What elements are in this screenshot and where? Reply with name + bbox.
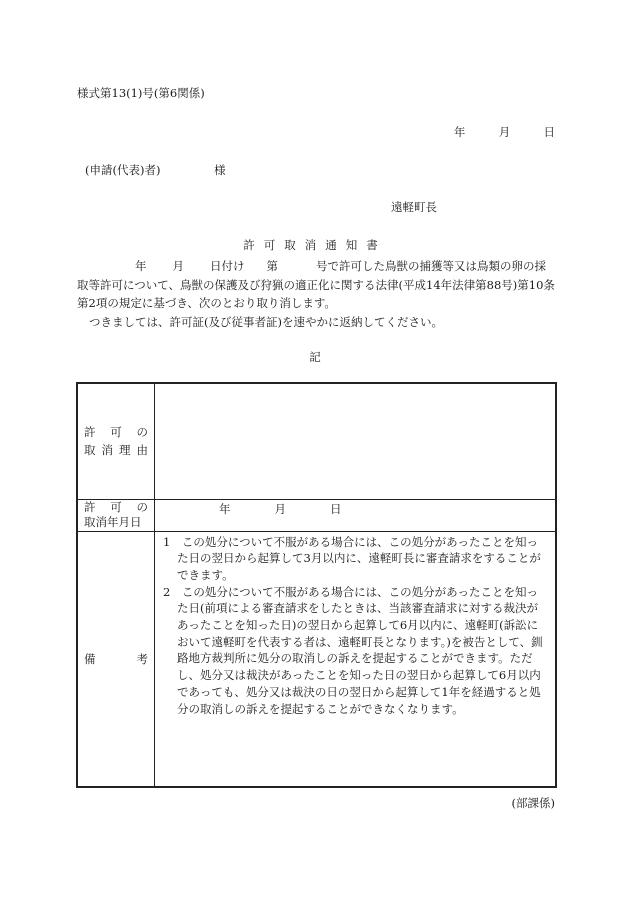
issue-date-day: 日	[543, 125, 555, 139]
body-paragraph-2: つきましては、許可証(及び従事者証)を速やかに返納してください。	[89, 314, 443, 329]
cancel-date-day: 日	[330, 501, 342, 516]
applicant-honorific: 様	[214, 163, 226, 177]
remarks-label-cell	[77, 531, 155, 787]
form-number: 様式第13(1)号(第6関係)	[77, 86, 205, 100]
body-dated: 日付け	[210, 259, 245, 273]
body-line-1	[77, 257, 557, 276]
date-row	[77, 499, 556, 531]
applicant-line	[85, 162, 226, 178]
ki-heading: 記	[309, 350, 321, 364]
remarks-row	[77, 531, 556, 787]
issue-date	[454, 124, 555, 140]
date-label-line-1: 許 可 の	[84, 500, 148, 514]
date-value-cell	[155, 499, 557, 531]
reason-label-line-1: 許 可 の	[84, 425, 148, 440]
body-year: 年	[135, 259, 147, 273]
date-label-line-2: 取消年月日	[84, 515, 142, 529]
cancel-date-month: 月	[274, 501, 286, 516]
body-line1-rest: 号で許可した鳥獣の捕獲等又は鳥類の卵の採	[316, 259, 546, 273]
reason-row	[77, 383, 556, 499]
applicant-label: (申請(代表)者)	[85, 163, 161, 177]
reason-value-cell	[155, 383, 557, 499]
body-dai: 第	[266, 259, 278, 273]
notice-body	[77, 257, 557, 331]
body-month: 月	[172, 259, 184, 273]
remarks-label: 備 考	[84, 651, 148, 666]
remarks-note-1: 1 この処分について不服がある場合には、この処分があったことを知った日の翌日から起算して3月以内に、遠軽町長に審査請求をすることができます。	[163, 534, 541, 582]
remarks-value-cell	[155, 531, 557, 787]
reason-label-cell	[77, 383, 155, 499]
reason-label-line-2: 取 消 理 由	[84, 443, 148, 458]
document-title: 許可取消通知書	[243, 238, 387, 252]
issue-date-month: 月	[498, 125, 511, 139]
details-table	[76, 382, 557, 788]
department-footer: (部課係)	[511, 796, 555, 810]
cancel-date-year: 年	[219, 501, 231, 516]
date-label-cell	[77, 499, 155, 531]
remarks-note-2: 2 この処分について不服がある場合には、この処分があったことを知った日(前項による審査請求をしたときは、当該審査請求に対する裁決があったことを知った日)の翌日から起算して6月以内に、遠軽町(訴訟において遠軽町を代表する者は、遠軽町長となります。)を被告として、釧路地方裁判所に処分の取消しの訴えを提起することができます。ただし、処分又は裁決があったことを知った日の翌日から起算して6月以内であっても、処分又は裁決の日の翌日から起算して1年を経過すると処分の取消しの訴えを提起することができなくなります。	[163, 584, 543, 716]
body-paragraph-1: 取等許可について、鳥獣の保護及び狩猟の適正化に関する法律(平成14年法律第88号)第10条第2項の規定に基づき、次のとおり取り消します。	[77, 277, 555, 310]
issuer-name: 遠軽町長	[391, 200, 437, 214]
issue-date-year: 年	[453, 125, 466, 139]
